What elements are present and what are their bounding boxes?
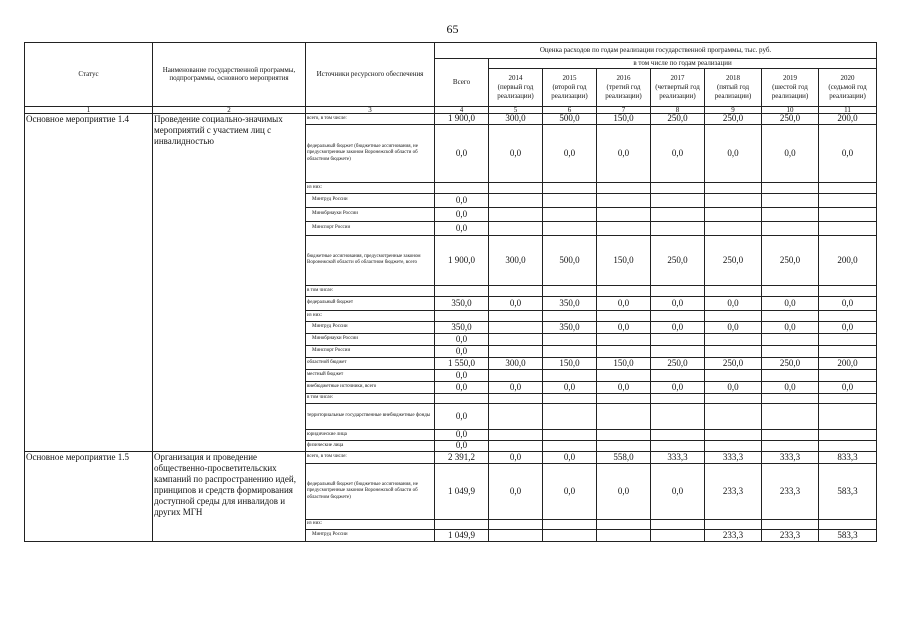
value-year-2018: [705, 310, 762, 321]
value-year-2018: [705, 221, 762, 235]
value-year-2019: 233,3: [762, 529, 819, 541]
value-year-2019: [762, 207, 819, 221]
value-year-2017: [651, 369, 705, 381]
value-year-2016: [597, 193, 651, 207]
value-year-2020: 0,0: [819, 296, 877, 310]
value-year-2015: [543, 285, 597, 296]
value-total: 1 049,9: [435, 463, 489, 519]
value-year-2020: 0,0: [819, 381, 877, 393]
value-year-2016: [597, 393, 651, 403]
value-total: 0,0: [435, 381, 489, 393]
page-number: 65: [446, 22, 459, 36]
value-year-2014: [489, 221, 543, 235]
value-year-2019: [762, 345, 819, 357]
section-name: Организация и проведение общественно-просветительских кампаний по распространению идей, принципов и средств формирования доступной среды для инвалидов и других МГН: [153, 451, 306, 541]
header-year-2017: [651, 68, 705, 106]
value-year-2014: 0,0: [489, 451, 543, 463]
value-total: 0,0: [435, 207, 489, 221]
value-year-2014: 300,0: [489, 235, 543, 285]
value-total: [435, 310, 489, 321]
value-year-2017: [651, 193, 705, 207]
value-year-2014: 0,0: [489, 463, 543, 519]
value-year-2019: 250,0: [762, 113, 819, 124]
header-year-2019: [762, 68, 819, 106]
value-year-2014: [489, 321, 543, 333]
value-year-2020: [819, 221, 877, 235]
value-year-2020: 583,3: [819, 529, 877, 541]
funding-source: Минтруд России: [306, 529, 435, 541]
funding-source: Минспорт России: [306, 221, 435, 235]
value-year-2014: [489, 369, 543, 381]
funding-source: Минтруд России: [306, 321, 435, 333]
funding-source: физические лица: [306, 440, 435, 451]
value-year-2020: [819, 182, 877, 193]
value-total: [435, 285, 489, 296]
value-year-2019: [762, 182, 819, 193]
value-year-2019: 233,3: [762, 463, 819, 519]
section-name: Проведение социально-значимых мероприятий с участием лиц с инвалидностью: [153, 113, 306, 451]
funding-source: федеральный бюджет: [306, 296, 435, 310]
value-year-2015: 350,0: [543, 321, 597, 333]
value-year-2016: [597, 440, 651, 451]
value-year-2019: [762, 519, 819, 529]
value-year-2017: [651, 529, 705, 541]
value-year-2020: [819, 285, 877, 296]
value-year-2017: [651, 403, 705, 429]
value-year-2017: [651, 221, 705, 235]
header-year-2015: [543, 68, 597, 106]
value-year-2014: [489, 345, 543, 357]
value-year-2020: [819, 429, 877, 440]
value-year-2019: [762, 369, 819, 381]
value-year-2014: [489, 429, 543, 440]
year-label: (первый год реализации): [497, 82, 534, 100]
value-year-2017: 250,0: [651, 357, 705, 369]
value-year-2017: [651, 393, 705, 403]
value-year-2020: [819, 393, 877, 403]
value-year-2019: [762, 333, 819, 345]
value-year-2017: [651, 333, 705, 345]
value-year-2019: [762, 429, 819, 440]
value-total: 1 900,0: [435, 113, 489, 124]
year-number: 2015: [562, 74, 577, 83]
value-year-2018: [705, 193, 762, 207]
funding-source: в том числе:: [306, 285, 435, 296]
value-year-2014: 300,0: [489, 113, 543, 124]
value-year-2014: [489, 519, 543, 529]
value-year-2019: 333,3: [762, 451, 819, 463]
value-year-2020: 200,0: [819, 113, 877, 124]
value-year-2018: [705, 182, 762, 193]
funding-source: бюджетные ассигнования, предусмотренные законом Воронежской области об областном бюджете, всего: [306, 235, 435, 285]
funding-source: из них:: [306, 310, 435, 321]
header-sources: Источники ресурсного обеспечения: [306, 43, 435, 107]
value-year-2017: 0,0: [651, 296, 705, 310]
funding-source: всего, в том числе:: [306, 451, 435, 463]
value-year-2015: [543, 529, 597, 541]
value-year-2017: 250,0: [651, 113, 705, 124]
value-year-2015: [543, 440, 597, 451]
value-year-2018: 233,3: [705, 529, 762, 541]
value-year-2018: [705, 207, 762, 221]
value-year-2019: 0,0: [762, 124, 819, 182]
value-year-2014: [489, 193, 543, 207]
value-year-2014: [489, 285, 543, 296]
value-year-2016: [597, 519, 651, 529]
budget-table: [24, 42, 877, 542]
value-year-2017: 0,0: [651, 124, 705, 182]
value-year-2015: 0,0: [543, 463, 597, 519]
value-year-2016: 150,0: [597, 235, 651, 285]
value-year-2020: [819, 193, 877, 207]
header-total: Всего: [435, 59, 489, 107]
year-number: 2014: [508, 74, 523, 83]
value-year-2018: [705, 369, 762, 381]
value-year-2014: [489, 529, 543, 541]
column-index: 1: [25, 106, 153, 113]
header-year-2018: [705, 68, 762, 106]
value-year-2020: 833,3: [819, 451, 877, 463]
value-year-2020: 0,0: [819, 321, 877, 333]
column-index: 10: [762, 106, 819, 113]
value-total: 350,0: [435, 296, 489, 310]
year-number: 2016: [616, 74, 631, 83]
funding-source: внебюджетные источники, всего: [306, 381, 435, 393]
funding-source: местный бюджет: [306, 369, 435, 381]
value-total: 1 550,0: [435, 357, 489, 369]
value-year-2019: [762, 221, 819, 235]
year-label: (седьмой год реализации): [828, 82, 867, 100]
year-number: 2017: [670, 74, 685, 83]
value-year-2016: 558,0: [597, 451, 651, 463]
year-label: (четвертый год реализации): [655, 82, 700, 100]
value-year-2018: 0,0: [705, 381, 762, 393]
header-name: Наименование государственной программы, подпрограммы, основного мероприятия: [153, 43, 306, 107]
value-total: 0,0: [435, 345, 489, 357]
value-year-2020: 0,0: [819, 124, 877, 182]
value-year-2014: 0,0: [489, 296, 543, 310]
value-year-2016: [597, 345, 651, 357]
column-index: 2: [153, 106, 306, 113]
funding-source: федеральный бюджет (бюджетные ассигнования, не предусмотренные законом Воронежской области об областном бюджете): [306, 124, 435, 182]
column-index: 6: [543, 106, 597, 113]
value-year-2015: [543, 207, 597, 221]
value-year-2016: 0,0: [597, 463, 651, 519]
value-year-2015: 500,0: [543, 235, 597, 285]
value-year-2020: [819, 345, 877, 357]
value-year-2015: [543, 429, 597, 440]
value-total: 1 049,9: [435, 529, 489, 541]
value-year-2020: 200,0: [819, 235, 877, 285]
value-year-2020: [819, 369, 877, 381]
value-year-2017: 0,0: [651, 463, 705, 519]
header-year-2016: [597, 68, 651, 106]
header-by-years: в том числе по годам реализации: [489, 59, 877, 69]
value-year-2020: [819, 440, 877, 451]
header-year-2014: [489, 68, 543, 106]
value-year-2017: 0,0: [651, 321, 705, 333]
value-year-2018: [705, 519, 762, 529]
value-year-2015: 150,0: [543, 357, 597, 369]
value-year-2016: [597, 429, 651, 440]
header-estimate: Оценка расходов по годам реализации государственной программы, тыс. руб.: [435, 43, 877, 59]
value-year-2015: 0,0: [543, 451, 597, 463]
value-year-2015: [543, 345, 597, 357]
value-year-2019: [762, 285, 819, 296]
value-year-2019: 250,0: [762, 235, 819, 285]
column-index: 5: [489, 106, 543, 113]
year-label: (шестой год реализации): [771, 82, 809, 100]
value-total: [435, 182, 489, 193]
value-total: 0,0: [435, 193, 489, 207]
value-year-2014: [489, 310, 543, 321]
value-year-2019: [762, 403, 819, 429]
value-year-2014: [489, 393, 543, 403]
value-year-2014: 0,0: [489, 124, 543, 182]
column-index: 3: [306, 106, 435, 113]
value-total: [435, 519, 489, 529]
value-year-2016: 0,0: [597, 321, 651, 333]
value-total: 0,0: [435, 369, 489, 381]
value-year-2016: [597, 207, 651, 221]
value-year-2020: [819, 333, 877, 345]
value-year-2016: [597, 529, 651, 541]
value-year-2018: 250,0: [705, 357, 762, 369]
column-index: 8: [651, 106, 705, 113]
value-year-2014: [489, 440, 543, 451]
value-year-2014: [489, 207, 543, 221]
year-number: 2020: [840, 74, 855, 83]
value-year-2016: [597, 403, 651, 429]
value-year-2016: 150,0: [597, 113, 651, 124]
value-year-2015: [543, 393, 597, 403]
value-total: 350,0: [435, 321, 489, 333]
funding-source: Минтруд России: [306, 193, 435, 207]
value-year-2018: 0,0: [705, 321, 762, 333]
value-year-2017: 333,3: [651, 451, 705, 463]
value-year-2020: [819, 519, 877, 529]
value-total: 2 391,2: [435, 451, 489, 463]
value-year-2019: [762, 393, 819, 403]
value-year-2015: [543, 369, 597, 381]
year-number: 2019: [783, 74, 797, 83]
value-year-2018: [705, 403, 762, 429]
value-year-2018: [705, 333, 762, 345]
value-year-2020: [819, 403, 877, 429]
value-total: 0,0: [435, 124, 489, 182]
value-year-2015: [543, 310, 597, 321]
year-label: (пятый год реализации): [714, 82, 752, 100]
value-year-2015: [543, 403, 597, 429]
value-year-2018: [705, 285, 762, 296]
year-label: (второй год реализации): [551, 82, 588, 100]
value-year-2014: [489, 182, 543, 193]
value-year-2015: [543, 193, 597, 207]
value-year-2016: [597, 221, 651, 235]
value-year-2020: 583,3: [819, 463, 877, 519]
value-year-2016: 0,0: [597, 381, 651, 393]
funding-source: территориальные государственные внебюджетные фонды: [306, 403, 435, 429]
value-year-2016: [597, 310, 651, 321]
value-total: 0,0: [435, 333, 489, 345]
value-year-2020: [819, 207, 877, 221]
value-year-2014: [489, 403, 543, 429]
funding-source: всего, в том числе:: [306, 113, 435, 124]
value-year-2018: [705, 429, 762, 440]
value-year-2018: 333,3: [705, 451, 762, 463]
value-year-2014: [489, 333, 543, 345]
table-row: [25, 113, 877, 124]
value-year-2018: 233,3: [705, 463, 762, 519]
value-year-2016: [597, 333, 651, 345]
value-year-2016: [597, 182, 651, 193]
header-status: Статус: [25, 43, 153, 107]
column-index: 11: [819, 106, 877, 113]
value-year-2017: [651, 207, 705, 221]
funding-source: Минобрнауки России: [306, 333, 435, 345]
column-index: 9: [705, 106, 762, 113]
value-year-2014: 0,0: [489, 381, 543, 393]
value-year-2017: [651, 310, 705, 321]
value-year-2019: 0,0: [762, 381, 819, 393]
funding-source: областной бюджет: [306, 357, 435, 369]
value-year-2015: 350,0: [543, 296, 597, 310]
section-status: Основное мероприятие 1.4: [25, 113, 153, 451]
value-year-2017: [651, 285, 705, 296]
value-year-2019: 0,0: [762, 296, 819, 310]
value-year-2020: [819, 310, 877, 321]
value-year-2018: [705, 440, 762, 451]
value-year-2018: [705, 345, 762, 357]
funding-source: в том числе:: [306, 393, 435, 403]
value-year-2015: 0,0: [543, 124, 597, 182]
value-year-2018: 250,0: [705, 235, 762, 285]
value-year-2016: 0,0: [597, 124, 651, 182]
funding-source: юридические лица: [306, 429, 435, 440]
value-year-2015: [543, 519, 597, 529]
value-year-2015: 0,0: [543, 381, 597, 393]
year-number: 2018: [726, 74, 740, 83]
section-status: Основное мероприятие 1.5: [25, 451, 153, 541]
funding-source: Минспорт России: [306, 345, 435, 357]
value-year-2015: [543, 182, 597, 193]
value-year-2020: 200,0: [819, 357, 877, 369]
value-total: 0,0: [435, 440, 489, 451]
value-year-2017: [651, 519, 705, 529]
funding-source: Минобрнауки России: [306, 207, 435, 221]
value-year-2019: [762, 193, 819, 207]
value-total: 1 900,0: [435, 235, 489, 285]
value-year-2016: [597, 369, 651, 381]
value-total: [435, 393, 489, 403]
header-year-2020: [819, 68, 877, 106]
year-label: (третий год реализации): [605, 82, 642, 100]
value-year-2017: [651, 429, 705, 440]
funding-source: из них:: [306, 182, 435, 193]
value-total: 0,0: [435, 429, 489, 440]
value-total: 0,0: [435, 221, 489, 235]
column-index: 7: [597, 106, 651, 113]
value-year-2019: [762, 440, 819, 451]
value-year-2017: [651, 345, 705, 357]
value-year-2016: 150,0: [597, 357, 651, 369]
value-year-2019: 0,0: [762, 321, 819, 333]
value-year-2016: [597, 285, 651, 296]
value-year-2017: [651, 182, 705, 193]
funding-source: из них:: [306, 519, 435, 529]
value-year-2017: [651, 440, 705, 451]
value-year-2018: 250,0: [705, 113, 762, 124]
table-row: [25, 451, 877, 463]
value-year-2019: 250,0: [762, 357, 819, 369]
column-index: 4: [435, 106, 489, 113]
value-year-2015: 500,0: [543, 113, 597, 124]
value-year-2016: 0,0: [597, 296, 651, 310]
value-year-2019: [762, 310, 819, 321]
value-year-2017: 250,0: [651, 235, 705, 285]
value-year-2018: [705, 393, 762, 403]
funding-source: федеральный бюджет (бюджетные ассигнования, не предусмотренные законом Воронежской области об областном бюджете): [306, 463, 435, 519]
value-year-2017: 0,0: [651, 381, 705, 393]
value-year-2018: 0,0: [705, 296, 762, 310]
value-year-2015: [543, 333, 597, 345]
value-year-2018: 0,0: [705, 124, 762, 182]
value-year-2015: [543, 221, 597, 235]
value-year-2014: 300,0: [489, 357, 543, 369]
value-total: 0,0: [435, 403, 489, 429]
